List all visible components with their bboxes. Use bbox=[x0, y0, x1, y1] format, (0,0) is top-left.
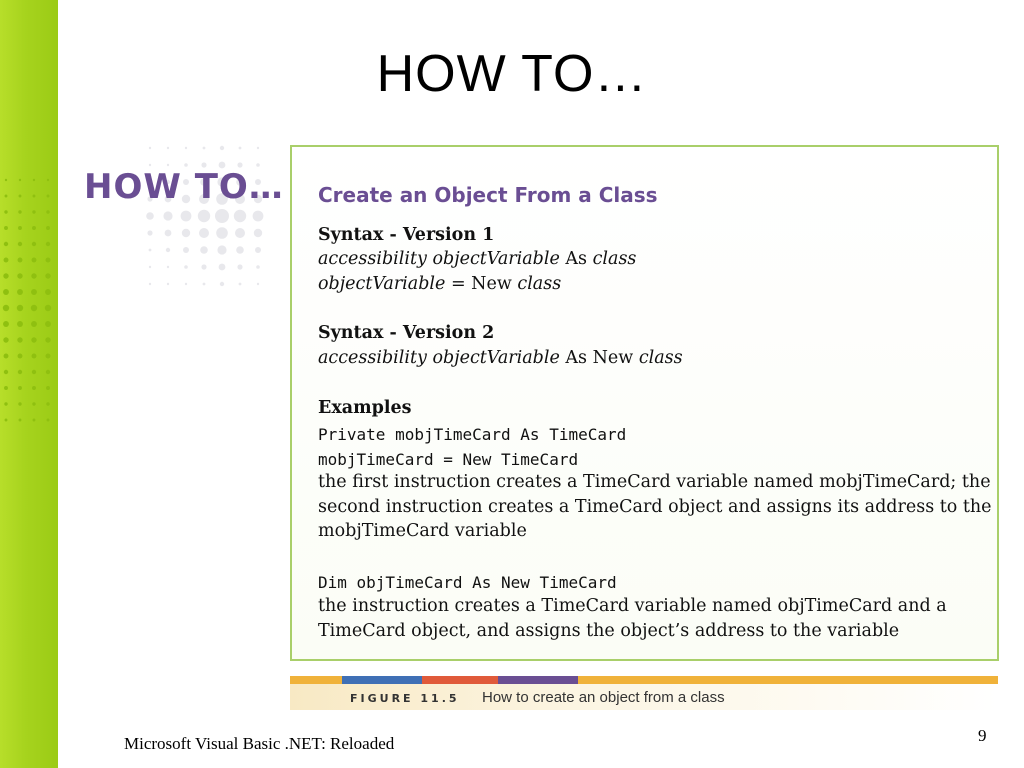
decorative-dot bbox=[47, 195, 50, 198]
decorative-dot bbox=[167, 266, 169, 268]
syntax-token: As bbox=[565, 249, 588, 269]
example-description-line: mobjTimeCard variable bbox=[318, 521, 527, 541]
syntax-token: class bbox=[517, 274, 562, 294]
decorative-dot bbox=[46, 210, 49, 213]
decorative-dot bbox=[163, 211, 172, 220]
decorative-dot bbox=[149, 164, 151, 166]
figure-caption-text: How to create an object from a class bbox=[482, 689, 725, 706]
howto-graphic-label: HOW TO… bbox=[84, 167, 284, 207]
decorative-dot bbox=[146, 212, 154, 220]
decorative-dot bbox=[17, 321, 23, 327]
decorative-dot bbox=[166, 248, 170, 252]
decorative-dot bbox=[19, 179, 21, 181]
decorative-dot bbox=[182, 229, 190, 237]
decorative-dot bbox=[17, 337, 22, 342]
decorative-dot bbox=[18, 370, 22, 374]
decorative-dot bbox=[167, 164, 169, 166]
decorative-dot bbox=[167, 283, 169, 285]
example-code-line: mobjTimeCard = New TimeCard bbox=[318, 450, 579, 469]
caption-stripe-bar bbox=[290, 676, 998, 684]
decorative-dot bbox=[149, 147, 151, 149]
decorative-dot bbox=[18, 402, 21, 405]
decorative-dot bbox=[47, 179, 49, 181]
decorative-dot bbox=[17, 289, 23, 295]
example-code-line: Private mobjTimeCard As TimeCard bbox=[318, 425, 627, 444]
decorative-dot bbox=[149, 266, 151, 268]
decorative-dot bbox=[149, 249, 152, 252]
decorative-dot bbox=[17, 305, 23, 311]
decorative-dot bbox=[18, 242, 22, 246]
decorative-dot bbox=[215, 209, 229, 223]
decorative-dot bbox=[254, 229, 262, 237]
decorative-dot bbox=[217, 245, 226, 254]
syntax-token: = New bbox=[450, 274, 512, 294]
decorative-dot bbox=[3, 337, 8, 342]
decorative-dot bbox=[45, 273, 50, 278]
decorative-dot bbox=[239, 283, 242, 286]
decorative-dot bbox=[5, 419, 8, 422]
decorative-dot bbox=[185, 147, 187, 149]
decorative-dot bbox=[31, 273, 36, 278]
decorative-dot bbox=[183, 247, 189, 253]
decorative-dot bbox=[18, 210, 21, 213]
decorative-dot bbox=[4, 242, 8, 246]
decorative-dot bbox=[18, 258, 23, 263]
decorative-dot bbox=[32, 242, 36, 246]
syntax-token: objectVariable bbox=[432, 348, 560, 368]
decorative-dot bbox=[181, 211, 192, 222]
decorative-dot bbox=[17, 273, 22, 278]
decorative-dot bbox=[31, 337, 36, 342]
decorative-dot bbox=[257, 147, 259, 149]
decorative-dot bbox=[32, 210, 35, 213]
figure-box bbox=[290, 145, 999, 661]
decorative-dot bbox=[47, 419, 50, 422]
decorative-dot bbox=[33, 179, 35, 181]
caption-stripe bbox=[498, 676, 578, 684]
decorative-dot bbox=[219, 264, 226, 271]
footer-text: Microsoft Visual Basic .NET: Reloaded bbox=[124, 734, 395, 753]
decorative-dot bbox=[19, 419, 22, 422]
decorative-dot bbox=[235, 228, 245, 238]
example-description-line: TimeCard object, and assigns the object’s address to the variable bbox=[318, 621, 900, 641]
decorative-dot bbox=[32, 258, 37, 263]
decorative-dot bbox=[46, 370, 50, 374]
slide-title: HOW TO… bbox=[376, 45, 648, 103]
decorative-dot bbox=[4, 210, 7, 213]
decorative-dot bbox=[31, 321, 37, 327]
decorative-dot bbox=[31, 305, 37, 311]
page-number: 9 bbox=[978, 726, 987, 745]
decorative-dot bbox=[199, 228, 209, 238]
figure-caption-area bbox=[290, 684, 998, 710]
decorative-dot bbox=[4, 354, 9, 359]
decorative-dot bbox=[33, 195, 36, 198]
decorative-dot bbox=[4, 386, 8, 390]
syntax-token: objectVariable bbox=[432, 249, 560, 269]
decorative-dot bbox=[201, 264, 206, 269]
decorative-dot bbox=[5, 179, 7, 181]
syntax1-heading: Syntax - Version 1 bbox=[318, 225, 495, 245]
decorative-dot bbox=[220, 146, 224, 150]
decorative-dot bbox=[46, 258, 51, 263]
decorative-dot bbox=[203, 147, 206, 150]
decorative-dot bbox=[234, 210, 246, 222]
decorative-dot bbox=[257, 283, 259, 285]
decorative-dot bbox=[4, 258, 9, 263]
syntax1-line2 bbox=[318, 274, 561, 294]
decorative-dot bbox=[18, 354, 23, 359]
decorative-dot bbox=[200, 246, 208, 254]
caption-stripe bbox=[422, 676, 498, 684]
decorative-dot bbox=[4, 226, 8, 230]
example-description-line: the instruction creates a TimeCard variable named objTimeCard and a bbox=[318, 596, 947, 616]
decorative-dot bbox=[256, 265, 260, 269]
decorative-dot bbox=[32, 226, 36, 230]
decorative-dot bbox=[18, 386, 22, 390]
syntax-token: objectVariable bbox=[318, 274, 446, 294]
decorative-dot bbox=[203, 283, 206, 286]
decorative-dot bbox=[165, 230, 172, 237]
decorative-dot bbox=[46, 354, 51, 359]
example-description-line: second instruction creates a TimeCard object and assigns its address to the bbox=[318, 497, 992, 517]
decorative-dot bbox=[185, 283, 187, 285]
syntax-token: class bbox=[592, 249, 637, 269]
decorative-dot bbox=[184, 265, 188, 269]
decorative-dot bbox=[4, 370, 8, 374]
decorative-dot bbox=[45, 337, 50, 342]
decorative-dot bbox=[167, 147, 169, 149]
decorative-dot bbox=[147, 230, 152, 235]
decorative-dot bbox=[4, 402, 7, 405]
decorative-dot bbox=[46, 402, 49, 405]
syntax1-line1 bbox=[318, 249, 636, 269]
decorative-dot bbox=[198, 210, 210, 222]
syntax2-heading: Syntax - Version 2 bbox=[318, 323, 495, 343]
decorative-dot bbox=[3, 273, 8, 278]
decorative-dot bbox=[216, 227, 228, 239]
figure-number-label: FIGURE 11.5 bbox=[350, 692, 460, 705]
decorative-dot bbox=[220, 282, 224, 286]
decorative-dot bbox=[32, 386, 36, 390]
decorative-dot bbox=[253, 211, 264, 222]
decorative-dot bbox=[19, 195, 22, 198]
decorative-dot bbox=[3, 305, 9, 311]
decorative-dot bbox=[255, 247, 261, 253]
decorative-dot bbox=[32, 354, 37, 359]
decorative-dot bbox=[45, 305, 51, 311]
decorative-dot bbox=[45, 321, 51, 327]
syntax-token: accessibility bbox=[318, 249, 427, 269]
figure-heading: Create an Object From a Class bbox=[318, 183, 658, 207]
decorative-dot bbox=[33, 419, 36, 422]
decorative-dot bbox=[5, 195, 8, 198]
caption-stripe bbox=[578, 676, 998, 684]
decorative-dot bbox=[32, 402, 35, 405]
example-code-line: Dim objTimeCard As New TimeCard bbox=[318, 573, 617, 592]
decorative-dot bbox=[3, 321, 9, 327]
decorative-dot bbox=[31, 289, 37, 295]
syntax-token: class bbox=[638, 348, 683, 368]
decorative-dot bbox=[32, 370, 36, 374]
decorative-dot bbox=[46, 242, 50, 246]
syntax-token: accessibility bbox=[318, 348, 427, 368]
caption-stripe bbox=[342, 676, 422, 684]
decorative-dot bbox=[236, 246, 244, 254]
decorative-dot bbox=[149, 283, 151, 285]
syntax2-line bbox=[318, 348, 683, 368]
caption-stripe bbox=[290, 676, 342, 684]
decorative-dot bbox=[45, 289, 51, 295]
decorative-dot bbox=[46, 386, 50, 390]
decorative-dot bbox=[18, 226, 22, 230]
decorative-dot bbox=[46, 226, 50, 230]
example-description-line: the first instruction creates a TimeCard variable named mobjTimeCard; the bbox=[318, 472, 991, 492]
decorative-dot bbox=[237, 264, 242, 269]
syntax-token: As New bbox=[565, 348, 634, 368]
decorative-dot bbox=[239, 147, 242, 150]
examples-heading: Examples bbox=[318, 398, 412, 418]
decorative-dot bbox=[3, 289, 9, 295]
